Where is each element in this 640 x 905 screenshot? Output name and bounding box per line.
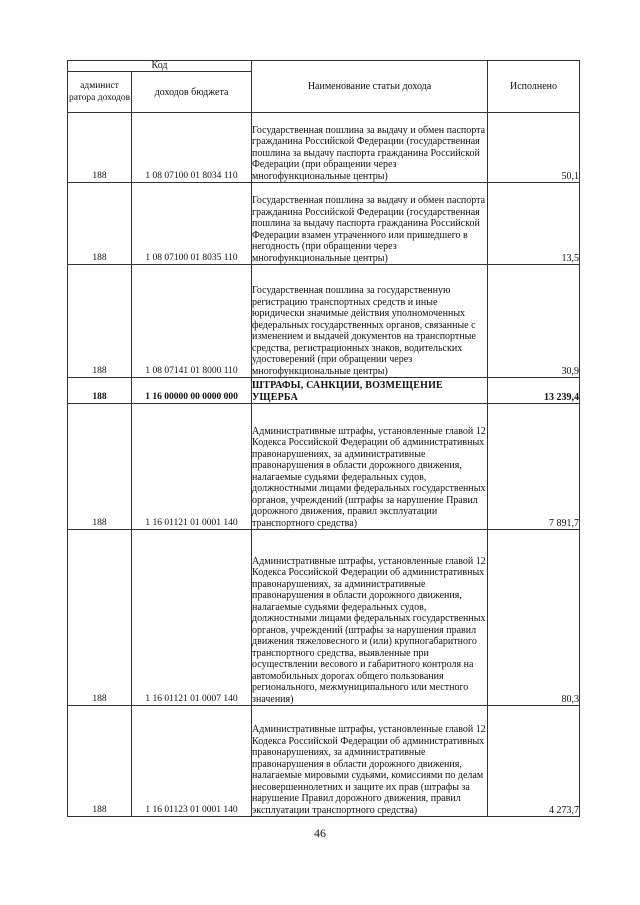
table-row — [68, 706, 580, 817]
admin-code: 188 — [68, 706, 132, 817]
executed-amount: 80,3 — [488, 530, 580, 706]
revenue-code: 1 08 07100 01 8035 110 — [132, 183, 252, 265]
executed-amount: 13 239,4 — [488, 378, 580, 404]
admin-code: 188 — [68, 530, 132, 706]
admin-code: 188 — [68, 113, 132, 183]
revenue-code: 1 16 00000 00 0000 000 — [132, 378, 252, 404]
table-row — [68, 113, 580, 183]
revenue-code: 1 16 01121 01 0001 140 — [132, 404, 252, 530]
table-row — [68, 404, 580, 530]
header-name: Наименование статьи дохода — [252, 61, 488, 113]
admin-code: 188 — [68, 404, 132, 530]
table-row — [68, 530, 580, 706]
revenue-name: Административные штрафы, установленные главой 12 Кодекса Российской Федерации об административных правонарушениях, за административные правонарушения в области дорожного движения, налагаемые судьями федеральных судов, должностными лицами федеральных государственных органов, учреждений (штрафы за нарушения правил движения тяжеловесного и (или) крупногабаритного транспортного средства, выявленные при осуществлении весового и габаритного контроля на автомобильных дорогах общего пользования регионального, межмуниципального или местного значения) — [252, 530, 488, 706]
admin-code: 188 — [68, 183, 132, 265]
page-number: 46 — [314, 826, 326, 840]
revenue-code: 1 16 01123 01 0001 140 — [132, 706, 252, 817]
table-row-section — [68, 378, 580, 404]
revenue-code: 1 16 01121 01 0007 140 — [132, 530, 252, 706]
executed-amount: 50,1 — [488, 113, 580, 183]
budget-revenue-table — [67, 60, 580, 817]
revenue-name: Государственная пошлина за государственную регистрацию транспортных средств и иные юридически значимые действия уполномоченных федеральных государственных органов, связанные с изменением и выдачей документов на транспортные средства, регистрационных знаков, водительских удостоверений (при обращении через многофункциональные центры) — [252, 265, 488, 378]
executed-amount: 13,5 — [488, 183, 580, 265]
admin-code: 188 — [68, 265, 132, 378]
table-row — [68, 265, 580, 378]
revenue-name: Административные штрафы, установленные главой 12 Кодекса Российской Федерации об административных правонарушениях, за административные правонарушения в области дорожного движения, налагаемые судьями федеральных судов, должностными лицами федеральных государственных органов, учреждений (штрафы за нарушение Правил дорожного движения, правил эксплуатации транспортного средства) — [252, 404, 488, 530]
revenue-name: Государственная пошлина за выдачу и обмен паспорта гражданина Российской Федерации (государственная пошлина за выдачу паспорта гражданина Российской Федерации взамен утраченного или пришедшего в негодность (при обращении через многофункциональные центры) — [252, 183, 488, 265]
revenue-name: ШТРАФЫ, САНКЦИИ, ВОЗМЕЩЕНИЕ УЩЕРБА — [252, 378, 488, 404]
revenue-code: 1 08 07141 01 8000 110 — [132, 265, 252, 378]
admin-code: 188 — [68, 378, 132, 404]
revenue-name: Государственная пошлина за выдачу и обмен паспорта гражданина Российской Федерации (государственная пошлина за выдачу паспорта гражданина Российской Федерации (при обращении через многофункциональные центры) — [252, 113, 488, 183]
executed-amount: 7 891,7 — [488, 404, 580, 530]
revenue-name: Административные штрафы, установленные главой 12 Кодекса Российской Федерации об административных правонарушениях, за административные правонарушения в области дорожного движения, налагаемые мировыми судьями, комиссиями по делам несовершеннолетних и защите их прав (штрафы за нарушение Правил дорожного движения, правил эксплуатации транспортного средства) — [252, 706, 488, 817]
executed-amount: 4 273,7 — [488, 706, 580, 817]
table-row — [68, 183, 580, 265]
executed-amount: 30,9 — [488, 265, 580, 378]
header-kod: Код — [68, 61, 252, 72]
header-administrator: админист ратора доходов — [68, 72, 132, 113]
header-executed: Исполнено — [488, 61, 580, 113]
revenue-code: 1 08 07100 01 8034 110 — [132, 113, 252, 183]
header-revenue-code: доходов бюджета — [132, 72, 252, 113]
